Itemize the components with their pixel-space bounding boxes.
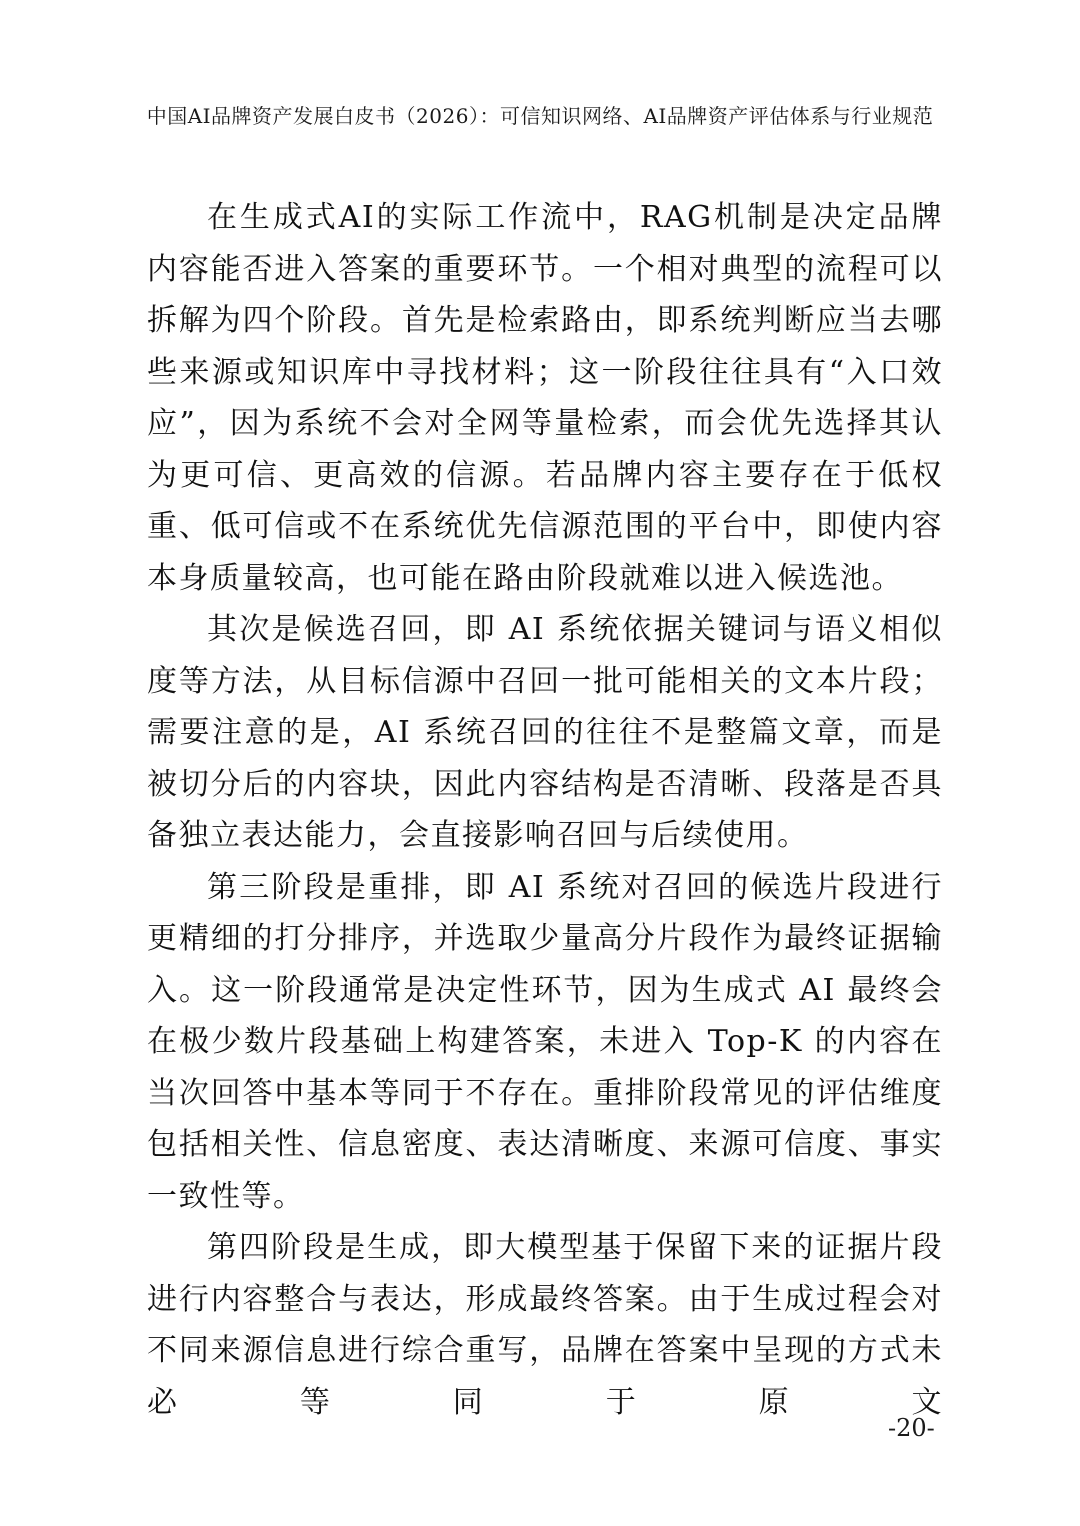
page-number: -20-: [888, 1414, 935, 1442]
body-text: [147, 192, 943, 1428]
running-header: 中国AI品牌资产发展白皮书（2026）：可信知识网络、AI品牌资产评估体系与行业规范: [146, 104, 934, 128]
paragraph-generation: 第四阶段是生成，即大模型基于保留下来的证据片段进行内容整合与表达，形成最终答案。由于生成过程会对不同来源信息进行综合重写，品牌在答案中呈现的方式未必等同于原文: [147, 1230, 943, 1420]
paragraph-reranking: 第三阶段是重排，即 AI 系统对召回的候选片段进行更精细的打分排序，并选取少量高分片段作为最终证据输入。这一阶段通常是决定性环节，因为生成式 AI 最终会在极少数片段基础上构建答案，未进入 Top-K 的内容在当次回答中基本等同于不存在。重排阶段常见的评估维度包括相关性、信息密度、表达清晰度、来源可信度、事实一致性等。: [147, 869, 943, 1214]
paragraph-candidate-recall: 其次是候选召回，即 AI 系统依据关键词与语义相似度等方法，从目标信源中召回一批可能相关的文本片段；需要注意的是，AI 系统召回的往往不是整篇文章，而是被切分后的内容块，因此内容结构是否清晰、段落是否具备独立表达能力，会直接影响召回与后续使用。: [147, 612, 943, 853]
paragraph-retrieval-routing: 在生成式AI的实际工作流中，RAG机制是决定品牌内容能否进入答案的重要环节。一个相对典型的流程可以拆解为四个阶段。首先是检索路由，即系统判断应当去哪些来源或知识库中寻找材料；这一阶段往往具有“入口效应”，因为系统不会对全网等量检索，而会优先选择其认为更可信、更高效的信源。若品牌内容主要存在于低权重、低可信或不在系统优先信源范围的平台中，即使内容本身质量较高，也可能在路由阶段就难以进入候选池。: [147, 200, 943, 596]
